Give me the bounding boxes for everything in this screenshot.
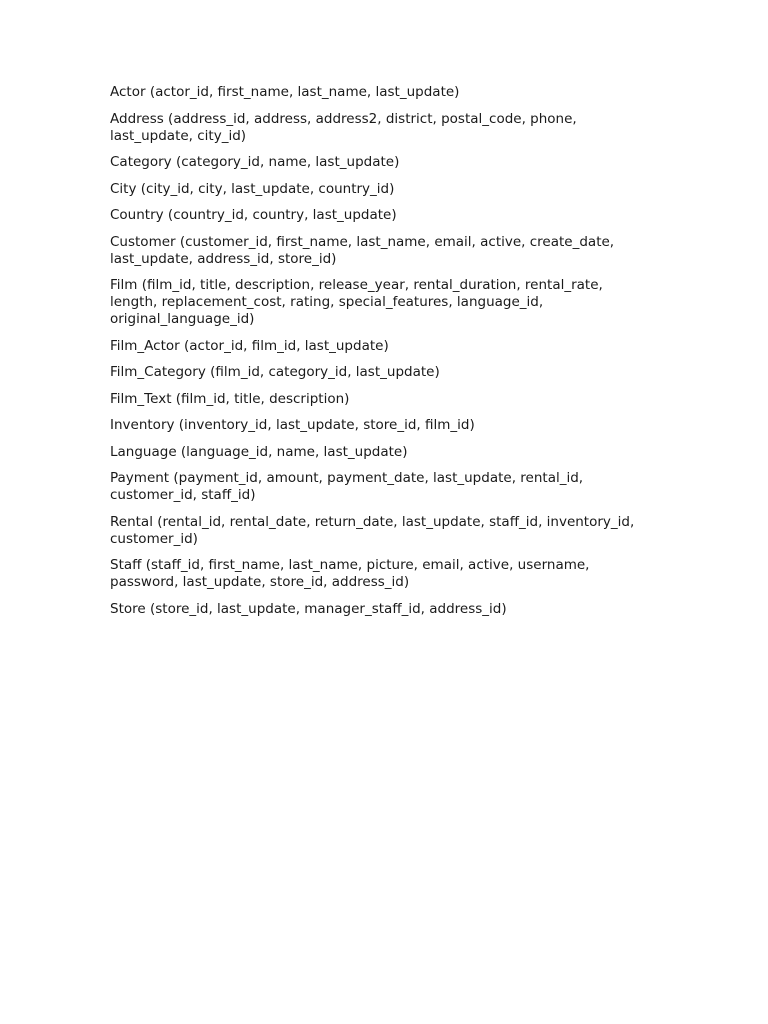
schema-entry-film-category: Film_Category (film_id, category_id, last_update) — [110, 364, 440, 380]
schema-entry-city: City (city_id, city, last_update, country_id) — [110, 180, 395, 197]
table-schema-list — [110, 84, 650, 627]
schema-entry-address: Address (address_id, address, address2, district, postal_code, phone, last_update, city_id) — [110, 110, 577, 144]
schema-entry-film-text: Film_Text (film_id, title, description) — [110, 390, 350, 407]
schema-entry-rental: Rental (rental_id, rental_date, return_date, last_update, staff_id, inventory_id, customer_id) — [110, 513, 635, 547]
schema-entry-language: Language (language_id, name, last_update) — [110, 443, 408, 460]
schema-entry-country: Country (country_id, country, last_update) — [110, 207, 397, 223]
schema-entry-film: Film (film_id, title, description, release_year, rental_duration, rental_rate, length, replacement_cost, rating, special_features, language_id, original_language_id) — [110, 277, 603, 327]
schema-entry-staff: Staff (staff_id, first_name, last_name, picture, email, active, username, password, last_update, store_id, address_id) — [110, 557, 590, 590]
schema-entry-film-actor: Film_Actor (actor_id, film_id, last_update) — [110, 337, 389, 354]
schema-entry-actor: Actor (actor_id, first_name, last_name, last_update) — [110, 84, 460, 100]
schema-entry-store: Store (store_id, last_update, manager_staff_id, address_id) — [110, 600, 507, 617]
schema-entry-payment: Payment (payment_id, amount, payment_date, last_update, rental_id, customer_id, staff_id) — [110, 470, 584, 503]
schema-entry-customer: Customer (customer_id, first_name, last_name, email, active, create_date, last_update, address_id, store_id) — [110, 233, 615, 267]
schema-entry-category: Category (category_id, name, last_update) — [110, 154, 400, 170]
schema-entry-inventory: Inventory (inventory_id, last_update, store_id, film_id) — [110, 417, 475, 433]
